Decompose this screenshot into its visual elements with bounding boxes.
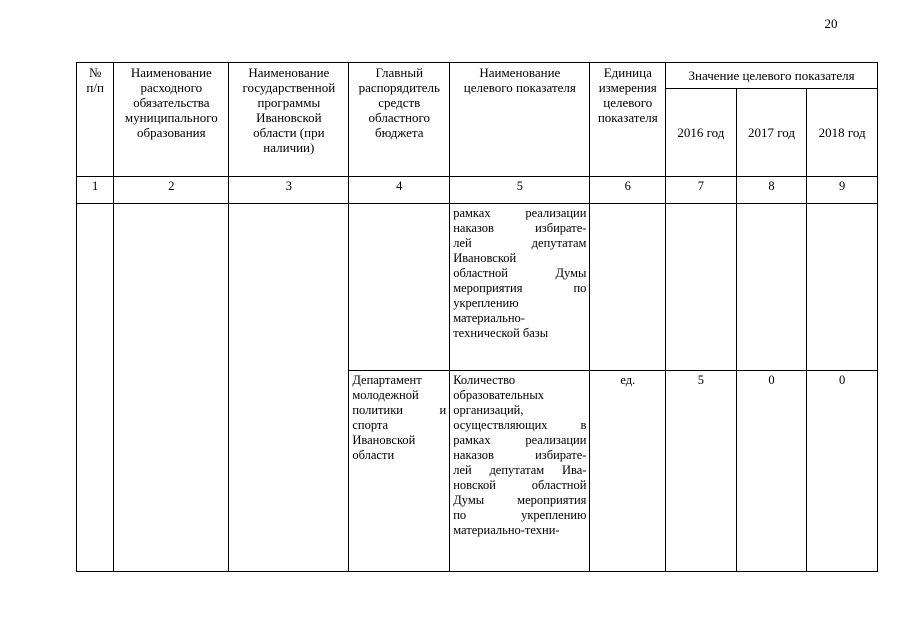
- text-line: осуществляющих в: [453, 418, 587, 432]
- text-line: области: [352, 448, 395, 462]
- table-row: [77, 204, 878, 371]
- cell-program: [229, 204, 349, 572]
- text-line: новской областной: [453, 478, 587, 492]
- cell-unit: [590, 204, 666, 371]
- cell-unit: ед.: [590, 371, 666, 572]
- cell-value-2017: [736, 204, 807, 371]
- cell-budget-manager: [349, 204, 450, 371]
- cell-value-2016: 5: [666, 371, 737, 572]
- cell-value-2018: 0: [807, 371, 878, 572]
- text-line: укреплению: [453, 296, 519, 310]
- text-line: Ивановской: [352, 433, 416, 447]
- header-number: № п/п: [77, 63, 114, 177]
- text-line: организаций,: [453, 403, 524, 417]
- column-number: 7: [666, 177, 737, 204]
- cell-number: [77, 204, 114, 572]
- header-indicator-name: Наименование целевого показателя: [450, 63, 590, 177]
- cell-budget-manager: [349, 371, 450, 572]
- column-number: 6: [590, 177, 666, 204]
- column-number: 9: [807, 177, 878, 204]
- text-line: образовательных: [453, 388, 544, 402]
- text-line: лей депутатам: [453, 236, 587, 250]
- text-line: политики и: [352, 403, 447, 417]
- column-number: 4: [349, 177, 450, 204]
- text-line: молодежной: [352, 388, 419, 402]
- text-line: Департамент: [352, 373, 422, 387]
- column-number: 1: [77, 177, 114, 204]
- column-number: 5: [450, 177, 590, 204]
- header-program-name: Наименование государственной программы Ивановской области (при наличии): [229, 63, 349, 177]
- column-number: 3: [229, 177, 349, 204]
- header-year-2017: 2017 год: [736, 89, 807, 177]
- text-line: спорта: [352, 418, 389, 432]
- column-number: 2: [114, 177, 229, 204]
- text-line: Количество: [453, 373, 516, 387]
- cell-value-2017: 0: [736, 371, 807, 572]
- header-budget-manager: Главный распорядитель средств областного бюджета: [349, 63, 450, 177]
- text-line: мероприятия по: [453, 281, 587, 295]
- page-number: 20: [824, 16, 838, 31]
- header-year-2016: 2016 год: [666, 89, 737, 177]
- text-line: лей депутатам Ива-: [453, 463, 587, 477]
- header-obligation-name: Наименование расходного обязательства муниципального образования: [114, 63, 229, 177]
- text-line: Думы мероприятия: [453, 493, 587, 507]
- cell-value-2016: [666, 204, 737, 371]
- header-year-2018: 2018 год: [807, 89, 878, 177]
- text-line: материально-: [453, 311, 525, 325]
- target-indicators-table: [76, 62, 878, 572]
- text-line: рамках реализации: [453, 206, 587, 220]
- cell-indicator: [450, 371, 590, 572]
- text-line: Ивановской: [453, 251, 517, 265]
- column-numbers-row: [77, 177, 878, 204]
- cell-indicator: [450, 204, 590, 371]
- header-value-group: Значение целевого показателя: [666, 63, 878, 89]
- cell-value-2018: [807, 204, 878, 371]
- header-unit: Единица измерения целевого показателя: [590, 63, 666, 177]
- text-line: наказов избирате-: [453, 221, 587, 235]
- cell-obligation: [114, 204, 229, 572]
- text-line: технической базы: [453, 326, 549, 340]
- column-number: 8: [736, 177, 807, 204]
- text-line: областной Думы: [453, 266, 587, 280]
- text-line: рамках реализации: [453, 433, 587, 447]
- text-line: наказов избирате-: [453, 448, 587, 462]
- text-line: по укреплению: [453, 508, 587, 522]
- text-line: материально-техни-: [453, 523, 560, 537]
